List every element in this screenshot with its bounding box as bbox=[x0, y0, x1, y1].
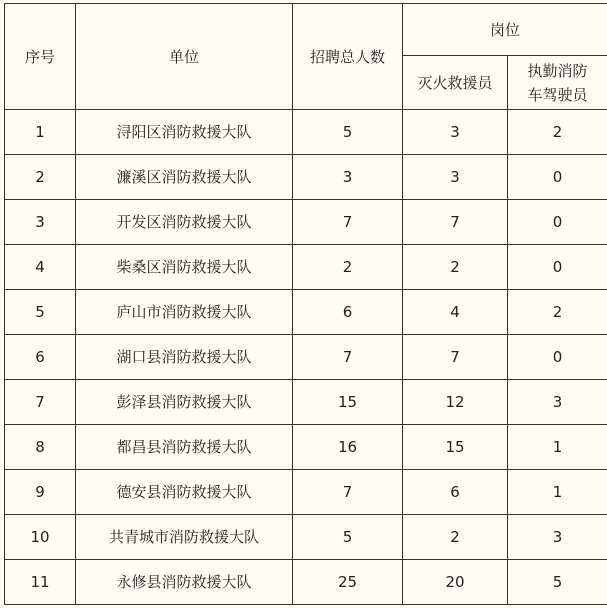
header-driver bbox=[508, 56, 607, 110]
cell-total: 5 bbox=[293, 110, 403, 155]
cell-driver: 1 bbox=[508, 470, 607, 515]
cell-driver: 2 bbox=[508, 290, 607, 335]
header-total: 招聘总人数 bbox=[293, 4, 403, 110]
cell-unit: 都昌县消防救援大队 bbox=[76, 425, 293, 470]
header-positions: 岗位 bbox=[403, 4, 607, 56]
cell-firefighter: 2 bbox=[403, 515, 508, 560]
cell-unit: 浔阳区消防救援大队 bbox=[76, 110, 293, 155]
cell-firefighter: 3 bbox=[403, 110, 508, 155]
cell-unit: 开发区消防救援大队 bbox=[76, 200, 293, 245]
cell-total: 25 bbox=[293, 560, 403, 605]
table-row bbox=[5, 335, 607, 380]
table-row bbox=[5, 560, 607, 605]
cell-driver: 0 bbox=[508, 245, 607, 290]
cell-total: 2 bbox=[293, 245, 403, 290]
header-driver-line2: 车驾驶员 bbox=[527, 85, 588, 104]
header-no: 序号 bbox=[5, 4, 76, 110]
cell-firefighter: 2 bbox=[403, 245, 508, 290]
table-row bbox=[5, 290, 607, 335]
table-row bbox=[5, 155, 607, 200]
cell-unit: 濂溪区消防救援大队 bbox=[76, 155, 293, 200]
cell-no: 4 bbox=[5, 245, 76, 290]
cell-no: 9 bbox=[5, 470, 76, 515]
cell-total: 7 bbox=[293, 200, 403, 245]
cell-driver: 0 bbox=[508, 335, 607, 380]
cell-unit: 彭泽县消防救援大队 bbox=[76, 380, 293, 425]
cell-firefighter: 20 bbox=[403, 560, 508, 605]
table-row bbox=[5, 425, 607, 470]
header-unit: 单位 bbox=[76, 4, 293, 110]
table-row bbox=[5, 200, 607, 245]
table-row bbox=[5, 515, 607, 560]
cell-firefighter: 3 bbox=[403, 155, 508, 200]
cell-no: 7 bbox=[5, 380, 76, 425]
table-row bbox=[5, 245, 607, 290]
cell-unit: 共青城市消防救援大队 bbox=[76, 515, 293, 560]
cell-total: 3 bbox=[293, 155, 403, 200]
cell-total: 6 bbox=[293, 290, 403, 335]
cell-driver: 1 bbox=[508, 425, 607, 470]
cell-no: 11 bbox=[5, 560, 76, 605]
cell-no: 3 bbox=[5, 200, 76, 245]
cell-total: 7 bbox=[293, 470, 403, 515]
table-body bbox=[5, 110, 607, 605]
cell-unit: 柴桑区消防救援大队 bbox=[76, 245, 293, 290]
cell-unit: 湖口县消防救援大队 bbox=[76, 335, 293, 380]
recruitment-table bbox=[4, 3, 607, 605]
cell-total: 7 bbox=[293, 335, 403, 380]
cell-firefighter: 4 bbox=[403, 290, 508, 335]
cell-driver: 0 bbox=[508, 155, 607, 200]
cell-unit: 德安县消防救援大队 bbox=[76, 470, 293, 515]
header-firefighter: 灭火救援员 bbox=[403, 56, 508, 110]
table-row bbox=[5, 380, 607, 425]
cell-no: 2 bbox=[5, 155, 76, 200]
header-driver-line1: 执勤消防 bbox=[527, 61, 588, 80]
cell-unit: 庐山市消防救援大队 bbox=[76, 290, 293, 335]
cell-unit: 永修县消防救援大队 bbox=[76, 560, 293, 605]
cell-total: 15 bbox=[293, 380, 403, 425]
cell-no: 5 bbox=[5, 290, 76, 335]
cell-driver: 5 bbox=[508, 560, 607, 605]
cell-total: 16 bbox=[293, 425, 403, 470]
cell-firefighter: 15 bbox=[403, 425, 508, 470]
cell-no: 8 bbox=[5, 425, 76, 470]
cell-driver: 3 bbox=[508, 515, 607, 560]
table-row bbox=[5, 110, 607, 155]
cell-firefighter: 7 bbox=[403, 200, 508, 245]
cell-firefighter: 6 bbox=[403, 470, 508, 515]
cell-no: 6 bbox=[5, 335, 76, 380]
table-row bbox=[5, 470, 607, 515]
cell-firefighter: 12 bbox=[403, 380, 508, 425]
cell-driver: 3 bbox=[508, 380, 607, 425]
cell-driver: 0 bbox=[508, 200, 607, 245]
cell-no: 1 bbox=[5, 110, 76, 155]
cell-total: 5 bbox=[293, 515, 403, 560]
cell-driver: 2 bbox=[508, 110, 607, 155]
cell-no: 10 bbox=[5, 515, 76, 560]
cell-firefighter: 7 bbox=[403, 335, 508, 380]
